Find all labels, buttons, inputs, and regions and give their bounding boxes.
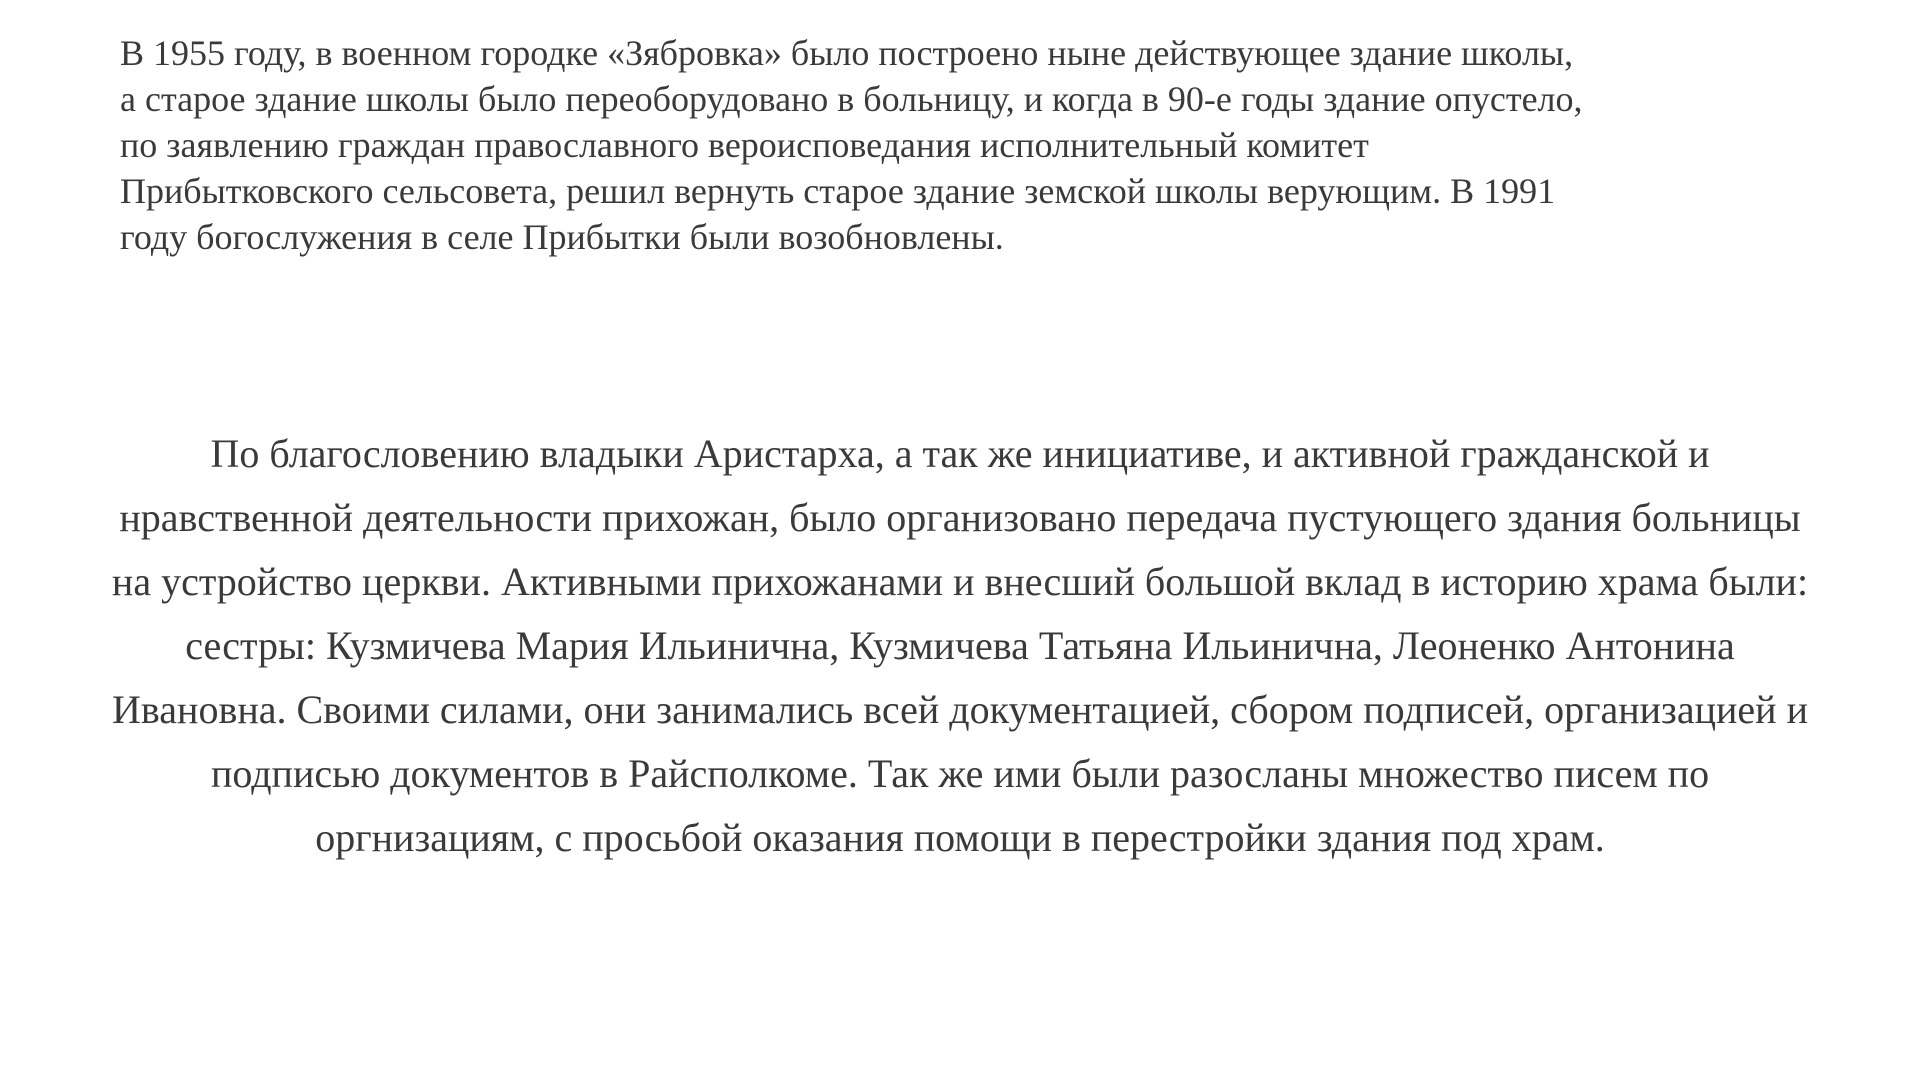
main-paragraph-line: оргнизациям, с просьбой оказания помощи в перестройки здания под храм. — [315, 815, 1605, 860]
intro-paragraph-line: а старое здание школы было переоборудовано в больницу, и когда в 90-е годы здание опустело, — [120, 79, 1583, 119]
intro-paragraph-line: году богослужения в селе Прибытки были возобновлены. — [120, 217, 1004, 257]
main-paragraph-line: на устройство церкви. Активными прихожанами и внесший большой вклад в историю храма были: — [111, 559, 1809, 604]
main-paragraph-line: нравственной деятельности прихожан, было организовано передача пустующего здания больницы — [119, 495, 1801, 540]
main-paragraph-line: По благословению владыки Аристарха, а так же инициативе, и активной гражданской и — [210, 431, 1710, 476]
intro-paragraph — [120, 30, 1840, 260]
intro-paragraph-line: Прибытковского сельсовета, решил вернуть старое здание земской школы верующим. В 1991 — [120, 171, 1556, 211]
main-paragraph-line: подписью документов в Райсполкоме. Так же ими были разосланы множество писем по — [210, 751, 1710, 796]
intro-paragraph-line: В 1955 году, в военном городке «Зябровка» было построено ныне действующее здание школы, — [120, 33, 1574, 73]
main-paragraph-line: сестры: Кузмичева Мария Ильинична, Кузмичева Татьяна Ильинична, Леоненко Антонина — [185, 623, 1735, 668]
main-paragraph — [0, 422, 1920, 870]
intro-paragraph-line: по заявлению граждан православного вероисповедания исполнительный комитет — [120, 125, 1369, 165]
main-paragraph-line: Ивановна. Своими силами, они занимались всей документацией, сбором подписей, организацией и — [112, 687, 1808, 732]
